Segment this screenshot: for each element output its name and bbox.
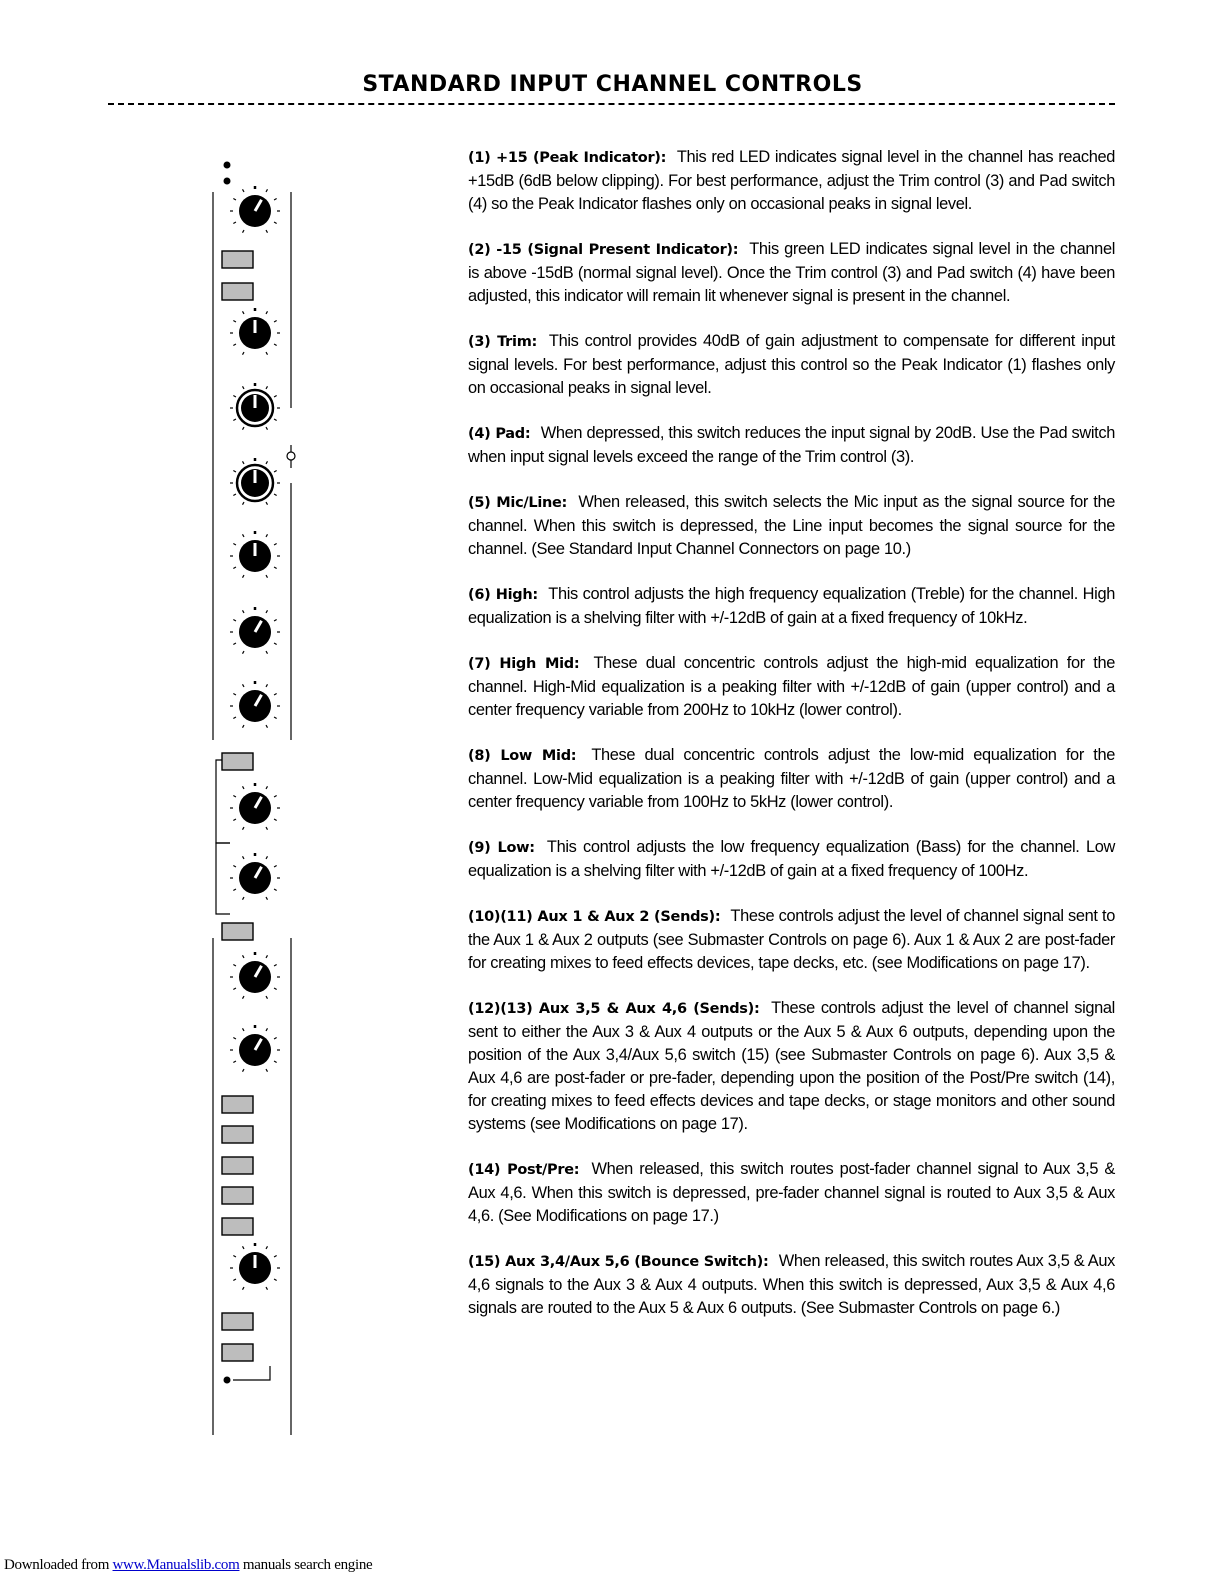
control-label: (12)(13) Aux 3,5 & Aux 4,6 (Sends): [468, 1001, 760, 1017]
control-description [468, 491, 1115, 561]
knob-icon [230, 383, 280, 430]
knob-icon [230, 531, 280, 578]
page-title: STANDARD INPUT CHANNEL CONTROLS [362, 72, 863, 97]
switch-5 [222, 1218, 253, 1235]
knob-icon [230, 458, 280, 505]
control-label: (5) Mic/Line: [468, 495, 568, 511]
control-text: These dual concentric controls adjust the high-mid equalization for the channel. High-Mid equalization is a peaking filter with +/-12dB of gain (upper control) and a center frequency variable from 200Hz to 10kHz (lower control). [468, 654, 1115, 719]
descriptions [468, 146, 1115, 1342]
control-label: (4) Pad: [468, 426, 531, 442]
control-label: (3) Trim: [468, 334, 538, 350]
peak-led [224, 162, 231, 169]
knob-icon [230, 308, 280, 355]
control-description [468, 238, 1115, 308]
control-label: (6) High: [468, 587, 538, 603]
control-description [468, 744, 1115, 814]
footer [4, 1557, 372, 1574]
control-label: (14) Post/Pre: [468, 1162, 580, 1178]
knob-icon [230, 1243, 280, 1290]
mic-line-switch [222, 283, 253, 300]
control-text: This control adjusts the high frequency equalization (Treble) for the channel. High equalization is a shelving filter with +/-12dB of gain at a fixed frequency of 10kHz. [468, 585, 1115, 627]
pan-center-marker [287, 452, 295, 460]
control-text: This control adjusts the low frequency equalization (Bass) for the channel. Low equalization is a shelving filter with +/-12dB of gain at a fixed frequency of 100Hz. [468, 838, 1116, 880]
control-text: This green LED indicates signal level in the channel is above -15dB (normal signal level). Once the Trim control (3) and Pad switch (4) have been adjusted, this indicator will remain lit whenever signal is present in the channel. [468, 240, 1115, 305]
knob-icon [230, 607, 280, 654]
post-pre-switch [222, 1313, 253, 1330]
switch-2 [222, 1126, 253, 1143]
control-label: (9) Low: [468, 840, 535, 856]
control-description [468, 836, 1115, 883]
knob-icon [230, 853, 280, 900]
knob-icon [230, 186, 280, 233]
eq-switch-1 [222, 753, 253, 770]
knob-icon [230, 681, 280, 728]
knob-icon [230, 952, 280, 999]
control-description [468, 1158, 1115, 1228]
control-text: These controls adjust the level of channel signal sent to the Aux 1 & Aux 2 outputs (see Submaster Controls on page 6). Aux 1 & Aux 2 are post-fader for creating mixes to feed effects devices, tape decks, etc. (see Modifications on page 17). [468, 907, 1115, 972]
control-label: (1) +15 (Peak Indicator): [468, 150, 667, 166]
knob-icon [230, 1025, 280, 1072]
control-label: (10)(11) Aux 1 & Aux 2 (Sends): [468, 909, 721, 925]
signal-led [224, 178, 231, 185]
bounce-switch [222, 1344, 253, 1361]
control-label: (8) Low Mid: [468, 748, 577, 764]
control-description [468, 330, 1115, 400]
switch-3 [222, 1157, 253, 1174]
pad-switch [222, 251, 253, 268]
footer-suffix: manuals search engine [239, 1557, 373, 1573]
channel-strip-diagram [200, 150, 320, 1440]
switch-1 [222, 1096, 253, 1113]
switch-4 [222, 1187, 253, 1204]
control-description [468, 905, 1115, 975]
control-label: (7) High Mid: [468, 656, 580, 672]
eq-switch-2 [222, 923, 253, 940]
control-description [468, 422, 1115, 469]
title-dashed-rule [108, 103, 1115, 105]
control-description [468, 146, 1115, 216]
control-description [468, 583, 1115, 630]
control-description [468, 1250, 1115, 1320]
control-text: When released, this switch routes post-fader channel signal to Aux 3,5 & Aux 4,6. When this switch is depressed, pre-fader channel signal is routed to Aux 3,5 & Aux 4,6. (See Modifications on page 17.) [468, 1160, 1115, 1225]
control-text: When depressed, this switch reduces the input signal by 20dB. Use the Pad switch when input signal levels exceed the range of the Trim control (3). [468, 424, 1115, 466]
control-text: These dual concentric controls adjust the low-mid equalization for the channel. Low-Mid equalization is a peaking filter with +/-12dB of gain (upper control) and a center frequency variable from 100Hz to 5kHz (lower control). [468, 746, 1115, 811]
control-label: (15) Aux 3,4/Aux 5,6 (Bounce Switch): [468, 1254, 769, 1270]
control-text: When released, this switch routes Aux 3,5 & Aux 4,6 signals to the Aux 3 & Aux 4 outputs. When this switch is depressed, Aux 3,5 & Aux 4,6 signals are routed to the Aux 5 & Aux 6 outputs. (See Submaster Controls on page 6.) [468, 1252, 1115, 1317]
footer-link[interactable]: www.Manualslib.com [112, 1557, 240, 1573]
control-text: This control provides 40dB of gain adjustment to compensate for different input signal levels. For best performance, adjust this control so the Peak Indicator (1) flashes only on occasional peaks in signal level. [468, 332, 1115, 397]
control-label: (2) -15 (Signal Present Indicator): [468, 242, 739, 258]
control-text: This red LED indicates signal level in the channel has reached +15dB (6dB below clipping). For best performance, adjust the Trim control (3) and Pad switch (4) so the Peak Indicator flashes only on occasional peaks in signal level. [468, 148, 1115, 213]
knob-icon [230, 783, 280, 830]
footer-prefix: Downloaded from [4, 1557, 113, 1573]
control-description [468, 652, 1115, 722]
bottom-led [224, 1377, 231, 1384]
control-text: When released, this switch selects the Mic input as the signal source for the channel. When this switch is depressed, the Line input becomes the signal source for the channel. (See Standard Input Channel Connectors on page 10.) [468, 493, 1115, 558]
control-description [468, 997, 1115, 1136]
control-text: These controls adjust the level of channel signal sent to either the Aux 3 & Aux 4 outputs or the Aux 5 & Aux 6 outputs, depending upon the position of the Aux 3,4/Aux 5,6 switch (15) (see Submaster Controls on page 6). Aux 3,5 & Aux 4,6 are post-fader or pre-fader, depending upon the position of the Post/Pre switch (14), for creating mixes to feed effects devices and tape decks, or stage monitors and other sound systems (see Modifications on page 17). [468, 999, 1115, 1133]
